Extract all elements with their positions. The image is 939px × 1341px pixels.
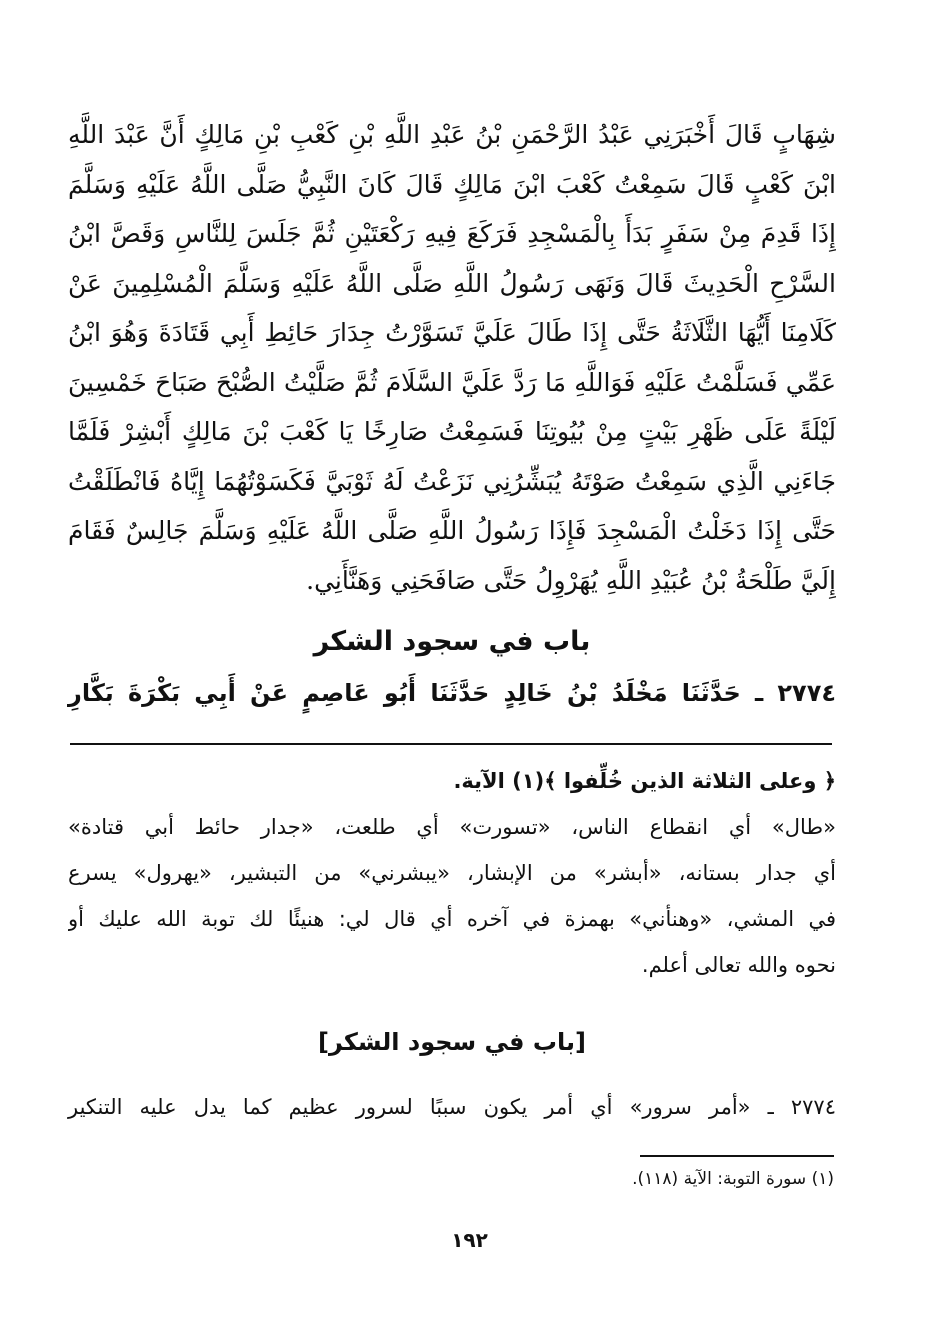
main-text-line: حَتَّى إِذَا دَخَلْتُ الْمَسْجِدَ فَإِذَا رَسُولُ اللَّهِ صَلَّى اللَّهُ عَلَيْهِ وَسَلَّمَ جَالِسٌ فَقَامَ <box>68 516 836 545</box>
commentary-line: في المشي، «وهنأني» بهمزة في آخره أي قال لي: هنيئًا لك توبة الله عليك أو <box>68 907 836 931</box>
main-text-line: كَلَامِنَا أَيُّهَا الثَّلَاثَةُ حَتَّى إِذَا طَالَ عَلَيَّ تَسَوَّرْتُ جِدَارَ حَائِطِ أَبِي قَتَادَةَ وَهُوَ ابْنُ <box>68 318 836 347</box>
main-text-line: شِهَابٍ قَالَ أَخْبَرَنِي عَبْدُ الرَّحْمَنِ بْنُ عَبْدِ اللَّهِ بْنِ كَعْبِ بْنِ مَالِكٍ أَنَّ عَبْدَ اللَّهِ <box>68 120 836 149</box>
chapter-heading: باب في سجود الشكر <box>313 626 591 657</box>
footnote: (١) سورة التوبة: الآية (١١٨). <box>632 1169 834 1189</box>
main-text-line: إِذَا قَدِمَ مِنْ سَفَرٍ بَدَأَ بِالْمَسْجِدِ فَرَكَعَ فِيهِ رَكْعَتَيْنِ ثُمَّ جَلَسَ لِلنَّاسِ وَقَصَّ ابْنُ <box>68 219 836 248</box>
commentary-line: أي جدار بستانه، «أبشر» من الإبشار، «يبشرني» من التبشير، «يهرول» يسرع <box>68 861 836 885</box>
commentary-hadith: ٢٧٧٤ ـ «أمر سرور» أي أمر يكون سببًا لسرور عظيم كما يدل عليه التنكير <box>68 1095 836 1119</box>
hadith-isnad: ٢٧٧٤ ـ حَدَّثَنَا مَخْلَدُ بْنُ خَالِدٍ حَدَّثَنَا أَبُو عَاصِمٍ عَنْ أَبِي بَكْرَةَ بَكَّارِ <box>68 679 836 707</box>
commentary <box>68 752 836 988</box>
main-text-line: عَمِّي فَسَلَّمْتُ عَلَيْهِ فَوَاللَّهِ مَا رَدَّ عَلَيَّ السَّلَامَ ثُمَّ صَلَّيْتُ الصُّبْحَ صَبَاحَ خَمْسِينَ <box>68 367 836 397</box>
commentary-line: ﴿ وعلى الثلاثة الذين خُلِّفوا ﴾(١) الآية. <box>453 769 836 793</box>
main-text-line: لَيْلَةً عَلَى ظَهْرِ بَيْتٍ مِنْ بُيُوتِنَا فَسَمِعْتُ صَارِخًا يَا كَعْبَ بْنَ مَالِكٍ أَبْشِرْ فَلَمَّا <box>68 417 836 446</box>
footnote-rule <box>640 1155 834 1157</box>
commentary-line: «طال» أي انقطاع الناس، «تسورت» أي طلعت، «جدار حائط أبي قتادة» <box>68 815 836 839</box>
commentary-line: نحوه والله تعالى أعلم. <box>641 953 836 977</box>
main-text-line: ابْنَ كَعْبٍ قَالَ سَمِعْتُ كَعْبَ ابْنَ مَالِكٍ قَالَ كَانَ النَّبِيُّ صَلَّى اللَّهُ عَلَيْهِ وَسَلَّمَ <box>68 169 836 199</box>
main-text-line: السَّرْحِ الْحَدِيثَ قَالَ وَنَهَى رَسُولُ اللَّهِ صَلَّى اللَّهُ عَلَيْهِ وَسَلَّمَ الْمُسْلِمِينَ عَنْ <box>68 268 836 298</box>
hadith-main-text <box>68 110 836 605</box>
main-text-line: إِلَيَّ طَلْحَةُ بْنُ عُبَيْدِ اللَّهِ يُهَرْوِلُ حَتَّى صَافَحَنِي وَهَنَّأَنِي. <box>306 565 836 595</box>
section-divider <box>70 743 832 745</box>
page-number: ١٩٢ <box>451 1228 488 1252</box>
main-text-line: جَاءَنِي الَّذِي سَمِعْتُ صَوْتَهُ يُبَشِّرُنِي نَزَعْتُ لَهُ ثَوْبَيَّ فَكَسَوْتُهُمَا إِيَّاهُ فَانْطَلَقْتُ <box>68 466 836 496</box>
commentary-chapter-heading: [باب في سجود الشكر] <box>318 1028 586 1056</box>
